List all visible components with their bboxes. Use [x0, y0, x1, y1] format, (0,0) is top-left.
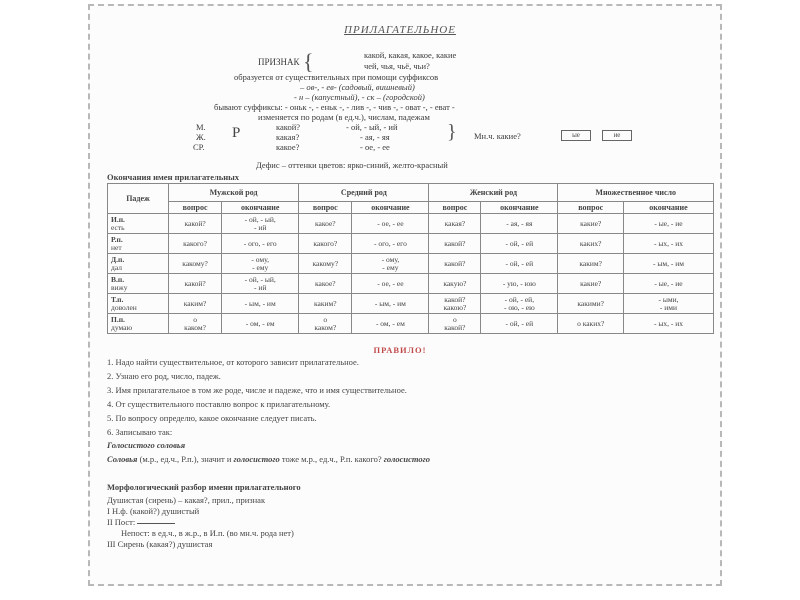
question-cell: какому? — [299, 254, 352, 274]
ending-cell: - ые, - ие — [624, 274, 714, 294]
question-cell: какой? — [169, 274, 222, 294]
gender-sr-question: какое? — [276, 142, 300, 152]
header-feminine: Женский род — [429, 184, 558, 202]
rule-step-5: 5. По вопросу определю, какое окончание следует писать. — [107, 413, 317, 423]
case-name: Т.п. — [111, 294, 124, 304]
questions-line1: какой, какая, какое, какие — [364, 50, 457, 60]
morph-line-3 — [107, 517, 175, 527]
table-row — [108, 274, 714, 294]
example-noun: Соловья — [107, 454, 138, 464]
ending-cell: - ая, - яя — [481, 214, 558, 234]
example-adjective: голосистого — [233, 454, 280, 464]
question-cell: каким? — [169, 294, 222, 314]
case-name: Д.п. — [111, 254, 125, 264]
ending-cell: - ым, - им — [624, 254, 714, 274]
case-cell — [108, 294, 169, 314]
suffix-line3: бывают суффиксы: - оньк -, - еньк -, - лив -, - чив -, - оват -, - еват - — [214, 102, 455, 112]
question-cell: какое? — [299, 274, 352, 294]
case-hint-word: вижу — [111, 282, 128, 292]
subheader-question: вопрос — [299, 202, 352, 214]
example-text-1: (м.р., ед.ч., Р.п.), значит и — [137, 454, 234, 464]
question-cell: какие? — [558, 214, 624, 234]
case-hint-word: есть — [111, 222, 125, 232]
priznak-brace: { — [303, 49, 314, 74]
morph-line-3-text: II Пост: — [107, 517, 136, 527]
gender-sr: СР. — [193, 142, 205, 152]
subheader-question: вопрос — [558, 202, 624, 214]
suffix-line1: – ов-, - ев- (садовый, вишневый) — [300, 82, 415, 92]
ending-cell: - ое, - ее — [352, 274, 429, 294]
question-cell: какой? — [169, 214, 222, 234]
gender-zh-ending: - ая, - яя — [360, 132, 390, 142]
ending-cell: - ое, - ее — [352, 214, 429, 234]
ending-cell: - ого, - его — [352, 234, 429, 254]
case-cell — [108, 314, 169, 334]
ending-cell: - ые, - ие — [624, 214, 714, 234]
gender-brace: } — [447, 121, 457, 143]
case-name: И.п. — [111, 214, 125, 224]
case-cell — [108, 214, 169, 234]
question-cell: какого? — [299, 234, 352, 254]
question-cell: какая? — [429, 214, 481, 234]
table-row — [108, 234, 714, 254]
morph-line-2: I Н.ф. (какой?) душистый — [107, 506, 200, 516]
ending-cell: - ым, - им — [222, 294, 299, 314]
question-cell: какое? — [299, 214, 352, 234]
header-masculine: Мужской род — [169, 184, 299, 202]
case-name: Р.п. — [111, 234, 123, 244]
case-name: П.п. — [111, 314, 125, 324]
ending-cell: - ому, - ему — [352, 254, 429, 274]
ending-cell: - ой, - ей — [481, 314, 558, 334]
morph-line-1: Душистая (сирень) – какая?, прил., признак — [107, 495, 266, 505]
ending-cell: - ой, - ей — [481, 254, 558, 274]
case-r-letter: Р — [232, 125, 241, 141]
ending-cell: - ом, - ем — [352, 314, 429, 334]
table-caption: Окончания имен прилагательных — [107, 172, 240, 182]
subheader-question: вопрос — [169, 202, 222, 214]
plural-ending-box-ye: ые — [561, 130, 591, 141]
header-plural: Множественное число — [558, 184, 714, 202]
question-cell: какого? — [169, 234, 222, 254]
case-name: В.п. — [111, 274, 125, 284]
example-title: Голосистого соловья — [107, 440, 186, 450]
ending-cell: - ых, - их — [624, 234, 714, 254]
ending-cell: - ой, - ей, - ою, - ею — [481, 294, 558, 314]
ending-cell: - ым, - им — [352, 294, 429, 314]
gender-sr-ending: - ое, - ее — [360, 142, 390, 152]
rule-step-1: 1. Надо найти существительное, от которого зависит прилагательное. — [107, 357, 359, 367]
ending-cell: - ых, - их — [624, 314, 714, 334]
question-cell: какую? — [429, 274, 481, 294]
ending-cell: - ого, - его — [222, 234, 299, 254]
question-cell: какой? — [429, 254, 481, 274]
question-cell: каким? — [299, 294, 352, 314]
priznak-label: ПРИЗНАК — [258, 57, 300, 67]
question-cell: какие? — [558, 274, 624, 294]
subheader-ending: окончание — [481, 202, 558, 214]
ending-cell: - ой, - ей — [481, 234, 558, 254]
suffix-line2: - н – (капустный), - ск – (городской) — [294, 92, 425, 102]
case-cell — [108, 234, 169, 254]
ending-cell: - ом, - ем — [222, 314, 299, 334]
question-cell: каким? — [558, 254, 624, 274]
gender-m: М. — [196, 122, 206, 132]
case-cell — [108, 254, 169, 274]
subheader-ending: окончание — [352, 202, 429, 214]
question-cell: о каком? — [169, 314, 222, 334]
example-text-2: тоже м.р., ед.ч., Р.п. какого? — [279, 454, 384, 464]
rule-step-6: 6. Записываю так: — [107, 427, 173, 437]
case-hint-word: доволен — [111, 302, 137, 312]
question-cell: о какой? — [429, 314, 481, 334]
header-neuter: Средний род — [299, 184, 429, 202]
ending-cell: - ой, - ый, - ий — [222, 274, 299, 294]
question-cell: какой? какою? — [429, 294, 481, 314]
rule-step-4: 4. От существительного поставлю вопрос к прилагательному. — [107, 399, 331, 409]
case-hint-word: дал — [111, 262, 122, 272]
endings-table — [107, 183, 714, 334]
ending-cell: - ую, - юю — [481, 274, 558, 294]
page-title: ПРИЛАГАТЕЛЬНОЕ — [344, 24, 456, 36]
ending-cell: - ому, - ему — [222, 254, 299, 274]
table-row — [108, 294, 714, 314]
plural-ending-box-ie: ие — [602, 130, 632, 141]
table-body — [108, 214, 714, 334]
question-cell: о каком? — [299, 314, 352, 334]
morph-line-5: III Сирень (какая?) душистая — [107, 539, 213, 549]
question-cell: какой? — [429, 234, 481, 254]
question-cell: какими? — [558, 294, 624, 314]
gender-zh-question: какая? — [276, 132, 300, 142]
question-cell: о каких? — [558, 314, 624, 334]
morph-blank-line — [137, 523, 175, 524]
gender-m-ending: - ой, - ый, - ий — [346, 122, 398, 132]
table-row — [108, 254, 714, 274]
rule-step-3: 3. Имя прилагательное в том же роде, числе и падеже, что и имя существительное. — [107, 385, 407, 395]
subheader-ending: окончание — [222, 202, 299, 214]
table-row — [108, 314, 714, 334]
gender-m-question: какой? — [276, 122, 301, 132]
morph-line-4: Непост: в ед.ч., в ж.р., в И.п. (во мн.ч. рода нет) — [121, 528, 294, 538]
ending-cell: - ой, - ый, - ий — [222, 214, 299, 234]
subheader-question: вопрос — [429, 202, 481, 214]
example-answer: голосистого — [383, 454, 430, 464]
rule-step-2: 2. Узнаю его род, число, падеж. — [107, 371, 221, 381]
ending-cell: - ыми, - ими — [624, 294, 714, 314]
changes-text: изменяется по родам (в ед.ч.), числам, падежам — [258, 112, 430, 122]
rule-heading: ПРАВИЛО! — [373, 345, 427, 355]
subheader-ending: окончание — [624, 202, 714, 214]
question-cell: каких? — [558, 234, 624, 254]
defis-note: Дефис – оттенки цветов: ярко-синий, желто-красный — [256, 160, 448, 170]
formed-text: образуется от существительных при помощи суффиксов — [234, 72, 439, 82]
case-hint-word: нет — [111, 242, 122, 252]
example-sentence — [107, 454, 430, 464]
morph-heading: Морфологический разбор имени прилагательного — [107, 482, 301, 492]
plural-question: Мн.ч. какие? — [474, 131, 521, 141]
questions-line2: чей, чья, чьё, чьи? — [364, 61, 430, 71]
table-row — [108, 214, 714, 234]
case-hint-word: думаю — [111, 322, 133, 332]
case-cell — [108, 274, 169, 294]
gender-zh: Ж. — [196, 132, 206, 142]
question-cell: какому? — [169, 254, 222, 274]
header-case: Падеж — [108, 184, 169, 214]
